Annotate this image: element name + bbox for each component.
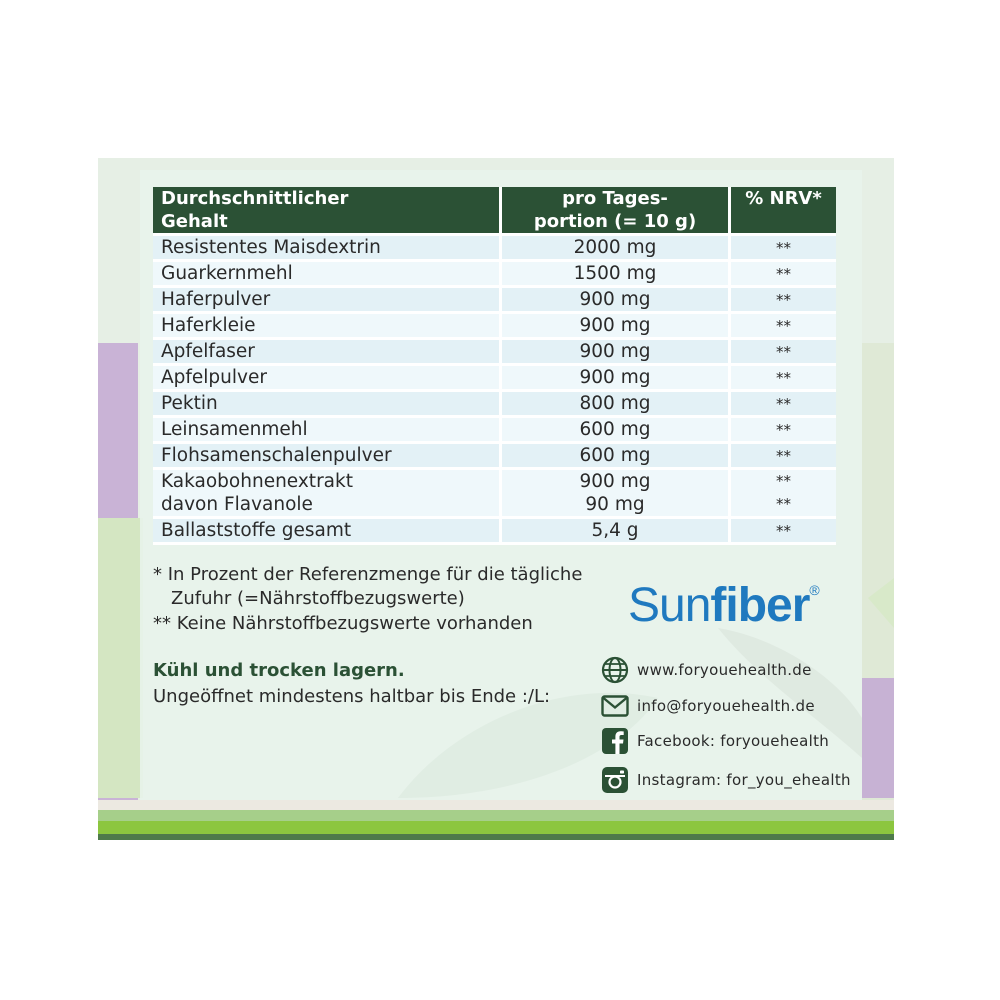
- ingredient-name: Ballaststoffe gesamt: [153, 518, 501, 544]
- sub-ingredient-amount: 90 mg: [585, 494, 645, 515]
- table-row: [153, 313, 836, 339]
- instagram-link[interactable]: Instagram: for_you_ehealth: [637, 771, 851, 789]
- table-row: [153, 235, 836, 261]
- ingredient-name: Apfelfaser: [153, 339, 501, 365]
- ingredient-amount: 1500 mg: [501, 261, 730, 287]
- sub-ingredient-name: davon Flavanole: [161, 494, 313, 515]
- ingredient-nrv: **: [730, 313, 837, 339]
- contact-facebook[interactable]: [601, 727, 829, 755]
- sunfiber-logo: Sunfiber®: [628, 579, 819, 632]
- ingredient-amount: 900 mg: [501, 287, 730, 313]
- ingredient-name: Kakaobohnenextrakt davon Flavanole: [153, 469, 501, 518]
- table-row: [153, 365, 836, 391]
- ingredient-nrv: **: [730, 287, 837, 313]
- ingredient-nrv: **: [730, 518, 837, 544]
- ingredient-amount: 800 mg: [501, 391, 730, 417]
- ingredient-amount: 5,4 g: [501, 518, 730, 544]
- ingredient-nrv: **: [730, 339, 837, 365]
- bottom-stripe-dark-green: [98, 834, 894, 840]
- ingredient-nrv: **: [730, 365, 837, 391]
- storage-hint: Kühl und trocken lagern.: [153, 660, 405, 681]
- footnote-nrv-continued: Zufuhr (=Nährstoffbezugswerte): [171, 588, 465, 609]
- ingredient-nrv: **: [730, 391, 837, 417]
- ingredient-nrv: ** **: [730, 469, 837, 518]
- header-nrv: % NRV*: [730, 187, 837, 235]
- product-label: [98, 158, 894, 840]
- bottom-stripe-beige: [98, 800, 894, 810]
- ingredient-amount: 900 mg: [501, 365, 730, 391]
- ingredient-name: Haferpulver: [153, 287, 501, 313]
- ingredient-name: Pektin: [153, 391, 501, 417]
- contact-instagram[interactable]: [601, 766, 851, 794]
- nutrition-table: [153, 187, 836, 545]
- table-header-row: [153, 187, 836, 235]
- ingredient-amount: 900 mg 90 mg: [501, 469, 730, 518]
- bottom-stripe-green: [98, 821, 894, 834]
- facebook-link[interactable]: Facebook: foryouehealth: [637, 732, 830, 750]
- bottom-stripe-light-green: [98, 810, 894, 821]
- ingredient-name: Flohsamenschalenpulver: [153, 443, 501, 469]
- table-row: [153, 469, 836, 518]
- ingredient-amount: 600 mg: [501, 443, 730, 469]
- website-link[interactable]: www.foryouehealth.de: [637, 661, 812, 679]
- ingredient-nrv: **: [730, 417, 837, 443]
- ingredient-name: Guarkernmehl: [153, 261, 501, 287]
- header-per-portion: pro Tages- portion (= 10 g): [501, 187, 730, 235]
- ingredient-name: Resistentes Maisdextrin: [153, 235, 501, 261]
- sub-ingredient-nrv: **: [776, 495, 791, 513]
- table-row: [153, 287, 836, 313]
- contact-website[interactable]: [601, 656, 812, 684]
- header-content: Durchschnittlicher Gehalt: [153, 187, 501, 235]
- ingredient-amount: 600 mg: [501, 417, 730, 443]
- ingredient-amount: 2000 mg: [501, 235, 730, 261]
- ingredient-nrv: **: [730, 261, 837, 287]
- ingredient-nrv: **: [730, 443, 837, 469]
- footnote-no-reference: ** Keine Nährstoffbezugswerte vorhanden: [153, 613, 533, 634]
- mail-icon: [601, 692, 629, 720]
- table-row: [153, 339, 836, 365]
- best-before-text: Ungeöffnet mindestens haltbar bis Ende :/L:: [153, 686, 551, 707]
- ingredient-nrv: **: [730, 235, 837, 261]
- contact-email[interactable]: [601, 692, 815, 720]
- table-row: [153, 417, 836, 443]
- email-link[interactable]: info@foryouehealth.de: [637, 697, 815, 715]
- ingredient-name: Leinsamenmehl: [153, 417, 501, 443]
- globe-icon: [601, 656, 629, 684]
- table-row: [153, 518, 836, 544]
- table-row: [153, 443, 836, 469]
- ingredient-name: Haferkleie: [153, 313, 501, 339]
- ingredient-name: Apfelpulver: [153, 365, 501, 391]
- table-row: [153, 391, 836, 417]
- table-row: [153, 261, 836, 287]
- footnote-nrv: * In Prozent der Referenzmenge für die tägliche: [153, 564, 583, 585]
- ingredient-amount: 900 mg: [501, 339, 730, 365]
- ingredient-amount: 900 mg: [501, 313, 730, 339]
- instagram-icon: [601, 766, 629, 794]
- facebook-icon: [601, 727, 629, 755]
